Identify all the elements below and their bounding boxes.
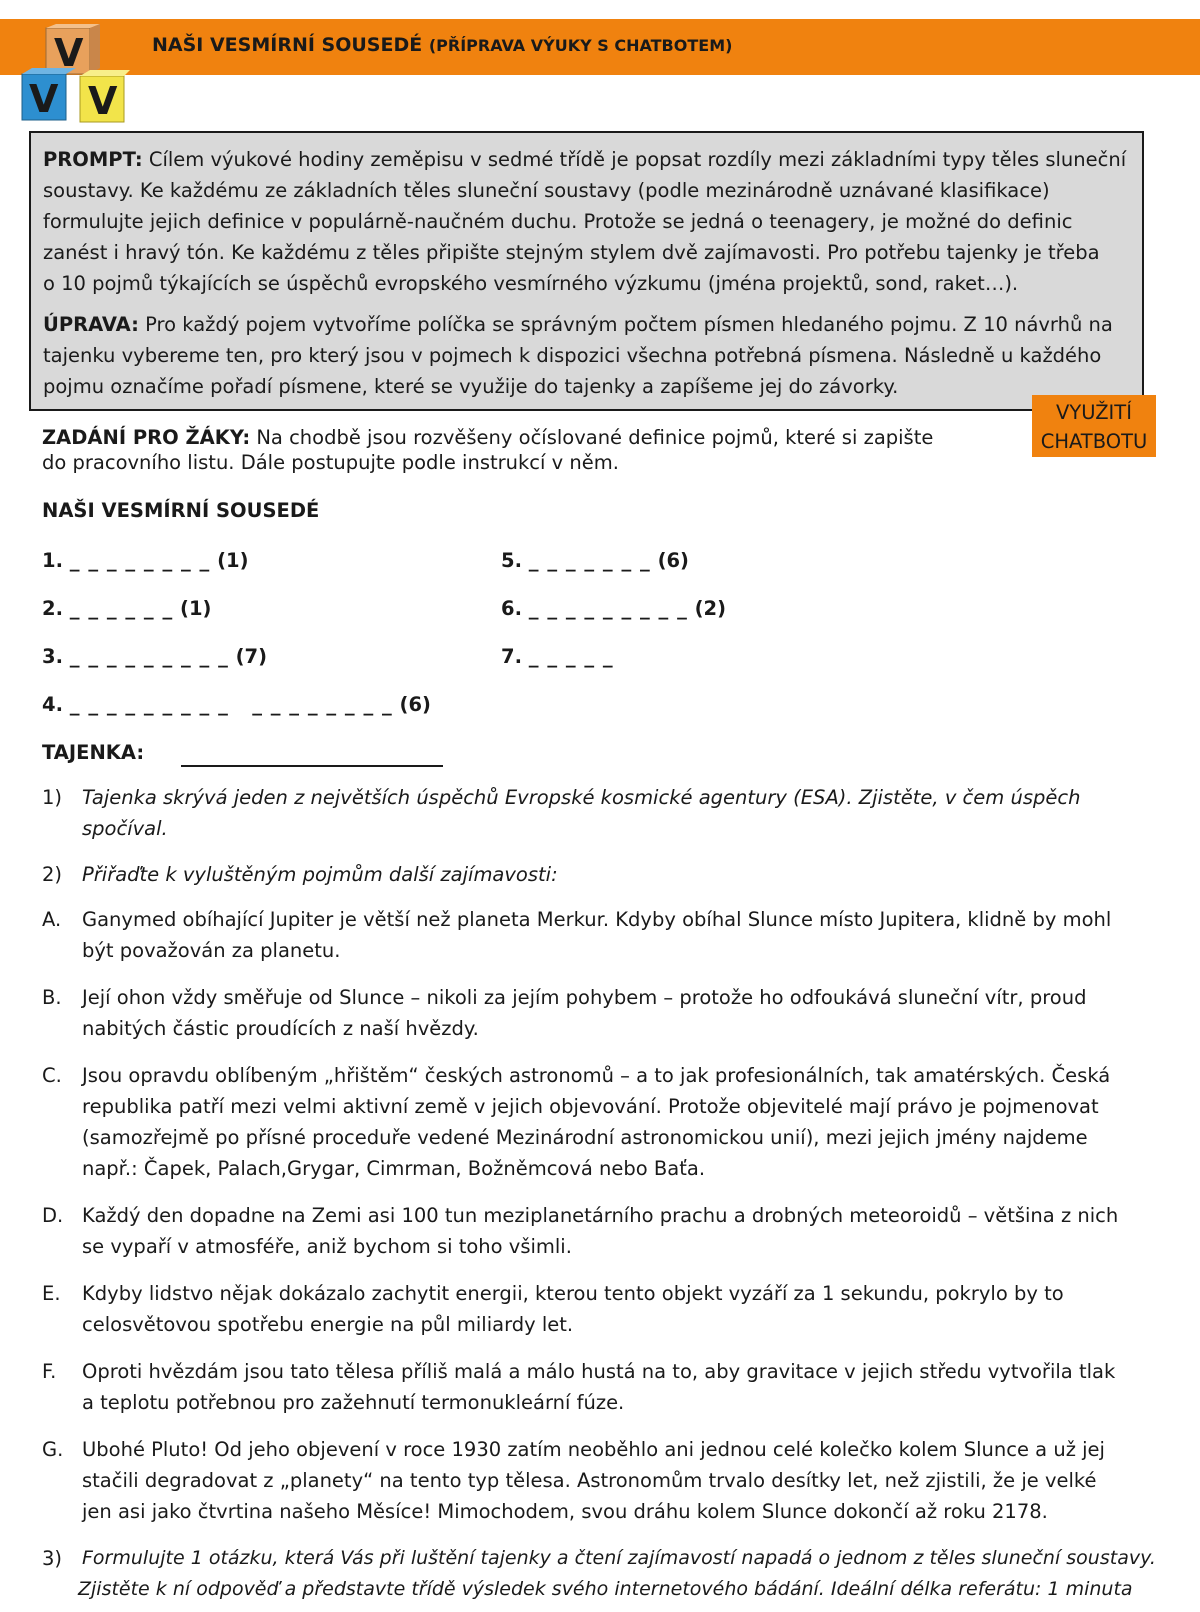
prompt-box [29, 131, 1144, 411]
chatbot-badge-line-2: CHATBOTU [1040, 430, 1148, 453]
question-1-text [82, 782, 1080, 844]
tajenka-label: TAJENKA: [42, 741, 145, 764]
fact-text [82, 1434, 1162, 1527]
question-3 [42, 1543, 1192, 1605]
question-3-line-2: Zjistěte k ní odpověď a představte třídě výsledek svého internetového bádání. Ideální délka referátu: 1 minuta [78, 1578, 1133, 1600]
edit-line-2: tajenku vybereme ten, pro který jsou v pojmech k dispozici všechna potřebná písmena. Následně u každého [43, 344, 1102, 367]
fact-line: a teplotu potřebnou pro zažehnutí termonukleární fúze. [82, 1391, 625, 1414]
question-number: 3) [42, 1547, 63, 1570]
fact-line: Každý den dopadne na Zemi asi 100 tun meziplanetárního prachu a drobných meteoroidů – většina z nich [82, 1204, 1119, 1227]
question-number: 1) [42, 786, 63, 809]
tajenka-answer-line [181, 765, 443, 767]
question-number: 2) [42, 863, 63, 886]
logo-letter-right: V [88, 79, 118, 123]
fact-line: jen asi jako čtvrtina našeho Měsíce! Mimochodem, svou dráhu kolem Slunce dokončí až roku 2178. [82, 1500, 1048, 1523]
prompt-line-1: Cílem výukové hodiny zeměpisu v sedmé třídě je popsat rozdíly mezi základními typy těles sluneční [148, 148, 1127, 171]
fact-text [82, 982, 1162, 1044]
chatbot-badge-line-1: VYUŽITÍ [1056, 401, 1132, 424]
fact-line: Oproti hvězdám jsou tato tělesa příliš malá a málo hustá na to, aby gravitace v jejich středu vytvořila tlak [82, 1360, 1116, 1383]
term-3 [42, 645, 267, 668]
fact-line: Ganymed obíhající Jupiter je větší než planeta Merkur. Kdyby obíhal Slunce místo Jupitera, klidně by mohl [82, 908, 1112, 931]
fact-line: nabitých částic proudících z naší hvězdy. [82, 1017, 479, 1040]
prompt-line-4: zanést i hravý tón. Ke každému z těles připište stejným stylem dvě zajímavosti. Pro potřebu tajenky je třeba [43, 241, 1100, 264]
assignment-label: ZADÁNÍ PRO ŽÁKY: [42, 426, 251, 449]
fact-line: se vypaří v atmosféře, aniž bychom si toho všimli. [82, 1235, 572, 1258]
term-number: 3. [42, 645, 63, 668]
fact-line: republika patří mezi velmi aktivní země v jejich objevování. Protože objevitelé mají právo je pojmenovat [82, 1095, 1099, 1118]
question-1-line-2: spočíval. [82, 817, 168, 840]
prompt-label: PROMPT: [43, 148, 143, 171]
chatbot-badge [1032, 395, 1156, 457]
fact-text [82, 1278, 1162, 1340]
question-3-text [78, 1543, 1156, 1605]
prompt-line-2: soustavy. Ke každému ze základních těles sluneční soustavy (podle mezinárodně uznávané klasifikace) [43, 179, 1050, 202]
term-letter-index: (1) [180, 597, 212, 620]
question-1-line-1: Tajenka skrývá jeden z největších úspěchů Evropské kosmické agentury (ESA). Zjistěte, v čem úspěch [82, 786, 1081, 809]
term-letter-index: (2) [694, 597, 727, 620]
fact-line: Ubohé Pluto! Od jeho objevení v roce 1930 zatím neoběhlo ani jednou celé kolečko kolem Slunce a už jej [82, 1438, 1105, 1461]
term-blanks: _ _ _ _ _ _ _ _ _ [528, 597, 688, 620]
fact-letter: F. [42, 1360, 57, 1383]
fact-text [82, 1200, 1162, 1262]
term-number: 2. [42, 597, 63, 620]
term-blanks: _ _ _ _ _ _ _ _ _ _ _ _ _ _ _ _ _ [69, 693, 393, 716]
fact-line: celosvětovou spotřebu energie na půl miliardy let. [82, 1313, 574, 1336]
term-blanks: _ _ _ _ _ [528, 645, 614, 668]
prompt-paragraph [43, 144, 1130, 299]
fact-line: Její ohon vždy směřuje od Slunce – nikoli za jejím pohybem – protože ho odfoukává sluneční vítr, proud [82, 986, 1087, 1009]
term-blanks: _ _ _ _ _ _ [69, 597, 174, 620]
term-6 [501, 597, 726, 620]
fact-letter: B. [42, 986, 62, 1009]
page-title-subtitle: (PŘÍPRAVA VÝUKY S CHATBOTEM) [428, 36, 733, 55]
fact-text [82, 1356, 1162, 1418]
term-letter-index: (6) [657, 549, 689, 572]
term-number: 7. [501, 645, 522, 668]
fact-letter: C. [42, 1064, 62, 1087]
prompt-line-3: formulujte jejich definice v populárně-naučném duchu. Protože se jedná o teenagery, je možné do definic [43, 210, 1073, 233]
question-1 [42, 782, 1162, 844]
logo-cubes-icon [18, 24, 130, 124]
term-number: 4. [42, 693, 63, 716]
logo-letter-top: V [54, 31, 84, 75]
term-number: 5. [501, 549, 522, 572]
term-1 [42, 549, 249, 572]
logo-letter-left: V [29, 77, 59, 121]
page-title [152, 34, 732, 56]
term-7 [501, 645, 614, 668]
fact-letter: A. [42, 908, 62, 931]
question-2 [42, 859, 1162, 890]
question-3-line-1: Formulujte 1 otázku, která Vás při luštění tajenky a čtení zajímavostí napadá o jednom z těles sluneční soustavy. [82, 1547, 1156, 1569]
worksheet-heading: NAŠI VESMÍRNÍ SOUSEDÉ [42, 499, 320, 522]
term-blanks: _ _ _ _ _ _ _ [528, 549, 651, 572]
term-blanks: _ _ _ _ _ _ _ _ [69, 549, 211, 572]
edit-paragraph [43, 309, 1130, 402]
fact-line: např.: Čapek, Palach,Grygar, Cimrman, Božněmcová nebo Baťa. [82, 1157, 706, 1180]
term-4 [42, 693, 431, 716]
fact-line: Jsou opravdu oblíbeným „hřištěm“ českých astronomů – a to jak profesionálních, tak amatérských. Česká [82, 1064, 1111, 1087]
fact-letter: D. [42, 1204, 64, 1227]
term-number: 6. [501, 597, 522, 620]
prompt-line-5: o 10 pojmů týkajících se úspěchů evropského vesmírného výzkumu (jména projektů, sond, raket…). [43, 272, 1019, 295]
term-blanks: _ _ _ _ _ _ _ _ _ [69, 645, 229, 668]
fact-text [82, 1060, 1162, 1184]
term-5 [501, 549, 689, 572]
fact-letter: G. [42, 1438, 64, 1461]
fact-line: být považován za planetu. [82, 939, 341, 962]
term-letter-index: (1) [217, 549, 249, 572]
term-number: 1. [42, 549, 63, 572]
term-letter-index: (7) [235, 645, 268, 668]
fact-line: stačili degradovat z „planety“ na tento typ tělesa. Astronomům trvalo desítky let, než zjistili, že je velké [82, 1469, 1097, 1492]
assignment-text [42, 425, 972, 475]
edit-label: ÚPRAVA: [43, 313, 139, 336]
question-2-text: Přiřaďte k vyluštěným pojmům další zajímavosti: [82, 863, 558, 886]
edit-line-1: Pro každý pojem vytvoříme políčka se správným počtem písmen hledaného pojmu. Z 10 návrhů na [145, 313, 1113, 336]
fact-letter: E. [42, 1282, 61, 1305]
edit-line-3: pojmu označíme pořadí písmene, které se využije do tajenky a zapíšeme jej do závorky. [43, 375, 899, 398]
fact-line: (samozřejmě po přísné proceduře vedené Mezinárodní astronomickou unií), mezi jejich jmény najdeme [82, 1126, 1088, 1149]
term-letter-index: (6) [399, 693, 431, 716]
assignment-line-1: Na chodbě jsou rozvěšeny očíslované definice pojmů, které si zapište [256, 426, 934, 449]
assignment-line-2: do pracovního listu. Dále postupujte podle instrukcí v něm. [42, 451, 619, 474]
page-title-main: NAŠI VESMÍRNÍ SOUSEDÉ [152, 34, 423, 56]
term-2 [42, 597, 211, 620]
fact-line: Kdyby lidstvo nějak dokázalo zachytit energii, kterou tento objekt vyzáří za 1 sekundu, pokrylo by to [82, 1282, 1064, 1305]
fact-text [82, 904, 1162, 966]
